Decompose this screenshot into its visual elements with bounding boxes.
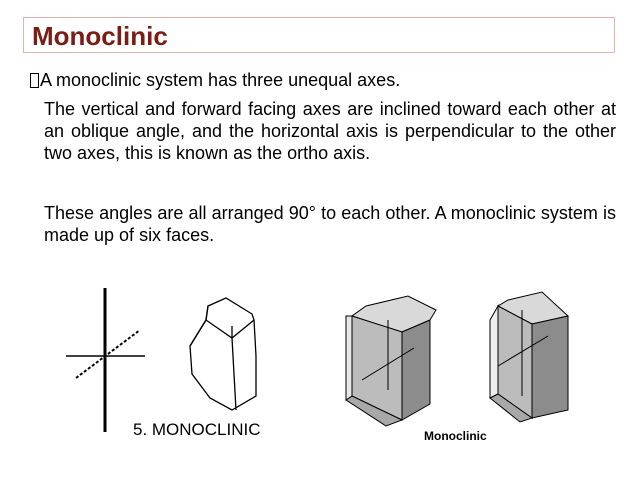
bullet-marker <box>30 73 39 88</box>
paragraph-2: These angles are all arranged 90° to each other. A monoclinic system is made up of six faces. <box>44 203 616 245</box>
bullet-text: A monoclinic system has three unequal axes. <box>40 70 401 90</box>
monoclinic-crystal-shaded-2 <box>490 292 568 422</box>
monoclinic-crystal-shaded-1 <box>346 296 436 426</box>
paragraph-1: The vertical and forward facing axes are inclined toward each other at an oblique angle, and the horizontal axis is perpendicular to the other two axes, this is known as the ortho axis. <box>44 99 616 163</box>
monoclinic-crystal-outline <box>190 298 256 410</box>
crystal-figures <box>0 270 638 470</box>
title-box <box>23 17 615 53</box>
slide-title: Monoclinic <box>32 21 168 51</box>
bullet-line <box>30 69 400 91</box>
right-figure-caption: Monoclinic <box>424 429 487 443</box>
left-figure-caption: 5. MONOCLINIC <box>133 420 261 439</box>
monoclinic-axes-diagram <box>66 288 145 432</box>
